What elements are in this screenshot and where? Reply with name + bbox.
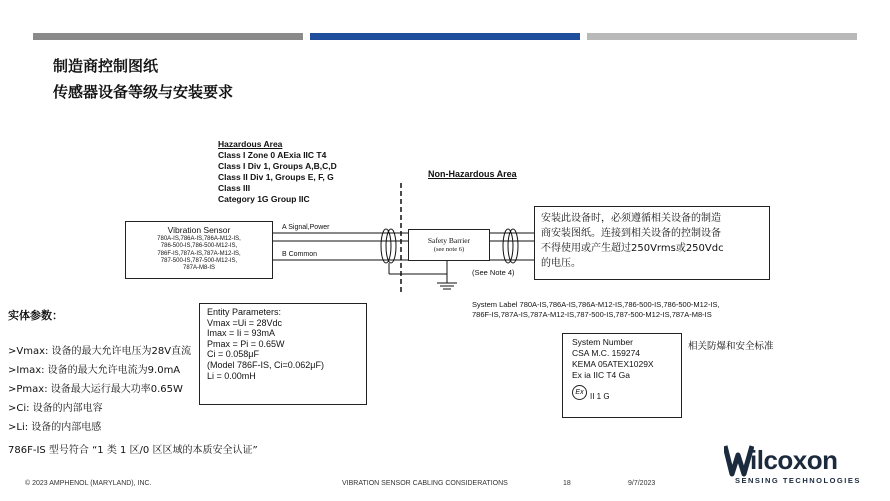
vibration-sensor-box [125, 221, 273, 279]
page-title: 制造商控制图纸 [53, 57, 159, 75]
entity-line: Imax = Ii = 93mA [207, 328, 276, 339]
sysnum-line: CSA M.C. 159274 [572, 348, 641, 358]
entity-line: Pmax = Pi = 0.65W [207, 338, 285, 349]
control-note-line: 安装此设备时，必须遵循相关设备的制造 [541, 213, 721, 224]
param-item: >Ci: 设备的内部电容 [8, 403, 103, 414]
sensor-model-line: 787-500-IS,787-500-M12-IS, [160, 257, 238, 264]
entity-line: Vmax =Ui = 28Vdc [207, 317, 283, 328]
sensor-model-line: 786-500-IS,786-500-M12-IS, [160, 243, 238, 250]
sysnum-line: System Number [572, 337, 633, 347]
sensor-model-list [126, 236, 272, 272]
params-heading: 实体参数： [8, 309, 63, 322]
barrier-note: (see note 6) [433, 246, 465, 253]
param-item: >Vmax: 设备的最大允许电压为28V直流 [8, 346, 192, 357]
ex-group-label: II 1 G [590, 392, 610, 401]
param-item: >Pmax: 设备最大运行最大功率0.65W [8, 384, 183, 395]
footer-page-number: 18 [563, 480, 571, 487]
system-label-line: 786F-IS,787A-IS,787A-M12-IS,787-500-IS,787-500-M12-IS,787A-M8-IS [472, 310, 712, 319]
sensor-model-line: 787A-M8-IS [182, 265, 215, 272]
hazardous-line: Class I Zone 0 AExia IIC T4 [218, 150, 327, 160]
certification-line: 786F-IS 型号符合 “1 类 1 区/0 区区域的本质安全认证” [8, 445, 258, 456]
sensor-model-line: 786F-IS,787A-IS,787A-M12-IS, [157, 250, 241, 257]
sensor-model-line: 780A-IS,786A-IS,786A-M12-IS, [157, 236, 241, 242]
system-label-line: System Label 780A-IS,786A-IS,786A-M12-IS,786-500-IS,786-500-M12-IS, [472, 300, 720, 309]
system-label-text [472, 300, 792, 320]
hazardous-line: Class II Div 1, Groups E, F, G [218, 172, 334, 182]
ex-mark-row [572, 382, 672, 402]
entity-line: Ci = 0.058μF [207, 349, 259, 360]
footer-copyright: © 2023 AMPHENOL (MARYLAND), INC. [25, 480, 152, 487]
hazardous-area-heading: Hazardous Area [218, 139, 283, 149]
logo-name: ilcoxon [750, 445, 838, 475]
footer-title: VIBRATION SENSOR CABLING CONSIDERATIONS [342, 480, 508, 487]
system-number-box [562, 333, 682, 418]
safety-barrier-box [408, 229, 490, 261]
sysnum-line: Ex ia IIC T4 Ga [572, 370, 630, 380]
entity-parameters-box [199, 303, 367, 405]
sensor-title: Vibration Sensor [167, 225, 231, 235]
entity-line: (Model 786F-IS, Ci=0.062μF) [207, 359, 324, 370]
wilcoxon-logo [724, 443, 864, 489]
hazardous-line: Class III [218, 183, 251, 193]
params-list [8, 342, 191, 437]
standards-note: 相关防爆和安全标准 [688, 341, 774, 352]
ex-hexagon-icon: Ex [572, 385, 587, 400]
control-equipment-note [534, 206, 770, 280]
control-note-line: 不得使用或产生超过250Vrms或250Vdc [541, 243, 724, 254]
barrier-title: Safety Barrier [427, 236, 471, 245]
entity-line: Entity Parameters: [207, 307, 282, 317]
hazardous-line: Category 1G Group IIC [218, 194, 310, 204]
page-subtitle: 传感器设备等级与安装要求 [53, 83, 234, 101]
note4-label: (See Note 4) [472, 268, 515, 277]
control-note-line: 商安装图纸。连接到相关设备的控制设备 [541, 228, 721, 239]
sysnum-line: KEMA 05ATEX1029X [572, 359, 654, 369]
hazardous-line: Class I Div 1, Groups A,B,C,D [218, 161, 337, 171]
signal-power-label: A Signal,Power [282, 224, 330, 231]
logo-tagline: SENSING TECHNOLOGIES [735, 476, 861, 485]
param-item: >Li: 设备的内部电感 [8, 422, 102, 433]
non-hazardous-heading: Non-Hazardous Area [428, 169, 517, 179]
footer-date: 9/7/2023 [628, 480, 656, 487]
param-item: >Imax: 设备的最大允许电流为9.0mA [8, 365, 181, 376]
control-note-line: 的电压。 [541, 258, 581, 269]
entity-line: Li = 0.00mH [207, 370, 256, 381]
common-label: B Common [282, 251, 318, 258]
